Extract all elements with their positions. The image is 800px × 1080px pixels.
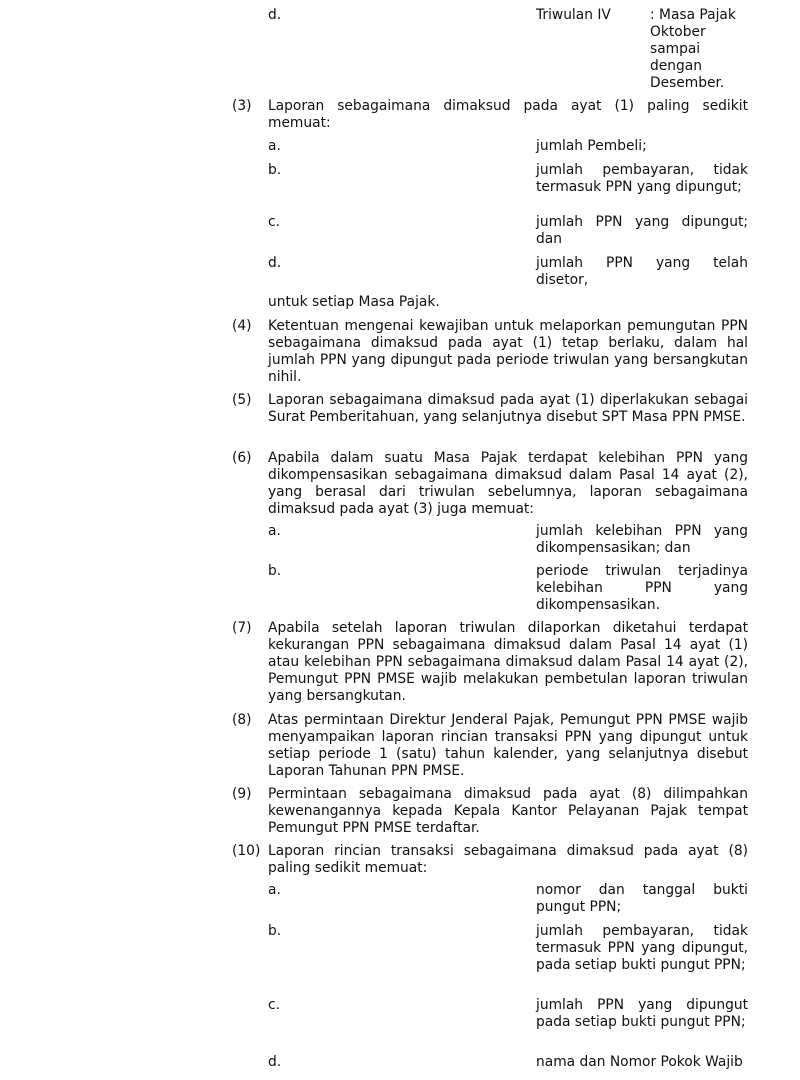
ayat-text: Laporan rincian transaksi sebagaimana dimaksud pada ayat (8) paling sedikit memuat:	[268, 843, 748, 876]
item-letter: d.	[268, 1054, 282, 1070]
ayat-number: (3)	[232, 98, 252, 114]
ayat-number: (4)	[232, 318, 252, 334]
item-text: nomor dan tanggal bukti pungut PPN;	[536, 882, 748, 915]
ayat-number: (7)	[232, 620, 252, 636]
item-text: nama dan Nomor Pokok Wajib	[536, 1054, 743, 1070]
item-letter: a.	[268, 138, 281, 154]
item-text: jumlah PPN yang dipungut; dan	[536, 214, 748, 247]
item-text: jumlah pembayaran, tidak termasuk PPN yang dipungut;	[536, 162, 748, 195]
item-letter: a.	[268, 523, 281, 539]
ayat-text: Apabila setelah laporan triwulan dilaporkan diketahui terdapat kekurangan PPN sebagaimana dimaksud dalam Pasal 14 ayat (1) atau kelebihan PPN sebagaimana dimaksud dalam Pasal 14 ayat (2), Pemungut PPN PMSE wajib melakukan pembetulan laporan triwulan yang bersangkutan.	[268, 620, 748, 704]
item-text: jumlah PPN yang telah disetor,	[536, 255, 748, 288]
ayat-text: Laporan sebagaimana dimaksud pada ayat (1) paling sedikit memuat:	[268, 98, 748, 131]
ayat-number: (8)	[232, 712, 252, 728]
item-letter: b.	[268, 923, 282, 939]
item-text: periode triwulan terjadinya kelebihan PPN yang dikompensasikan.	[536, 563, 748, 613]
item-text: jumlah pembayaran, tidak termasuk PPN yang dipungut, pada setiap bukti pungut PPN;	[536, 923, 748, 973]
item-letter: b.	[268, 563, 282, 579]
item-letter: c.	[268, 997, 280, 1013]
ayat-text: Laporan sebagaimana dimaksud pada ayat (1) diperlakukan sebagai Surat Pemberitahuan, yang selanjutnya disebut SPT Masa PPN PMSE.	[268, 392, 748, 425]
ayat-text: Atas permintaan Direktur Jenderal Pajak, Pemungut PPN PMSE wajib menyampaikan laporan rincian transaksi PPN yang dipungut untuk setiap periode 1 (satu) tahun kalender, yang selanjutnya disebut Laporan Tahunan PPN PMSE.	[268, 712, 748, 779]
item-text: : Masa Pajak Oktober sampai dengan Desember.	[650, 7, 736, 91]
item-text: jumlah kelebihan PPN yang dikompensasikan; dan	[536, 523, 748, 556]
item-label: Triwulan IV	[536, 7, 611, 23]
item-letter: a.	[268, 882, 281, 898]
item-text: jumlah PPN yang dipungut pada setiap bukti pungut PPN;	[536, 997, 748, 1030]
ayat-text: Apabila dalam suatu Masa Pajak terdapat kelebihan PPN yang dikompensasikan sebagaimana dimaksud dalam Pasal 14 ayat (2), yang berasal dari triwulan sebelumnya, laporan sebagaimana dimaksud pada ayat (3) juga memuat:	[268, 450, 748, 517]
ayat-number: (9)	[232, 786, 252, 802]
ayat-text: Ketentuan mengenai kewajiban untuk melaporkan pemungutan PPN sebagaimana dimaksud pada ayat (1) tetap berlaku, dalam hal jumlah PPN yang dipungut pada periode triwulan yang bersangkutan nihil.	[268, 318, 748, 385]
item-letter: c.	[268, 214, 280, 230]
ayat-number: (10)	[232, 843, 261, 859]
closing-text: untuk setiap Masa Pajak.	[268, 294, 440, 310]
item-letter: d.	[268, 255, 282, 271]
ayat-number: (5)	[232, 392, 252, 408]
item-letter: d.	[268, 7, 282, 23]
item-text: jumlah Pembeli;	[536, 138, 647, 154]
item-letter: b.	[268, 162, 282, 178]
ayat-number: (6)	[232, 450, 252, 466]
ayat-text: Permintaan sebagaimana dimaksud pada ayat (8) dilimpahkan kewenangannya kepada Kepala Kantor Pelayanan Pajak tempat Pemungut PPN PMSE terdaftar.	[268, 786, 748, 836]
